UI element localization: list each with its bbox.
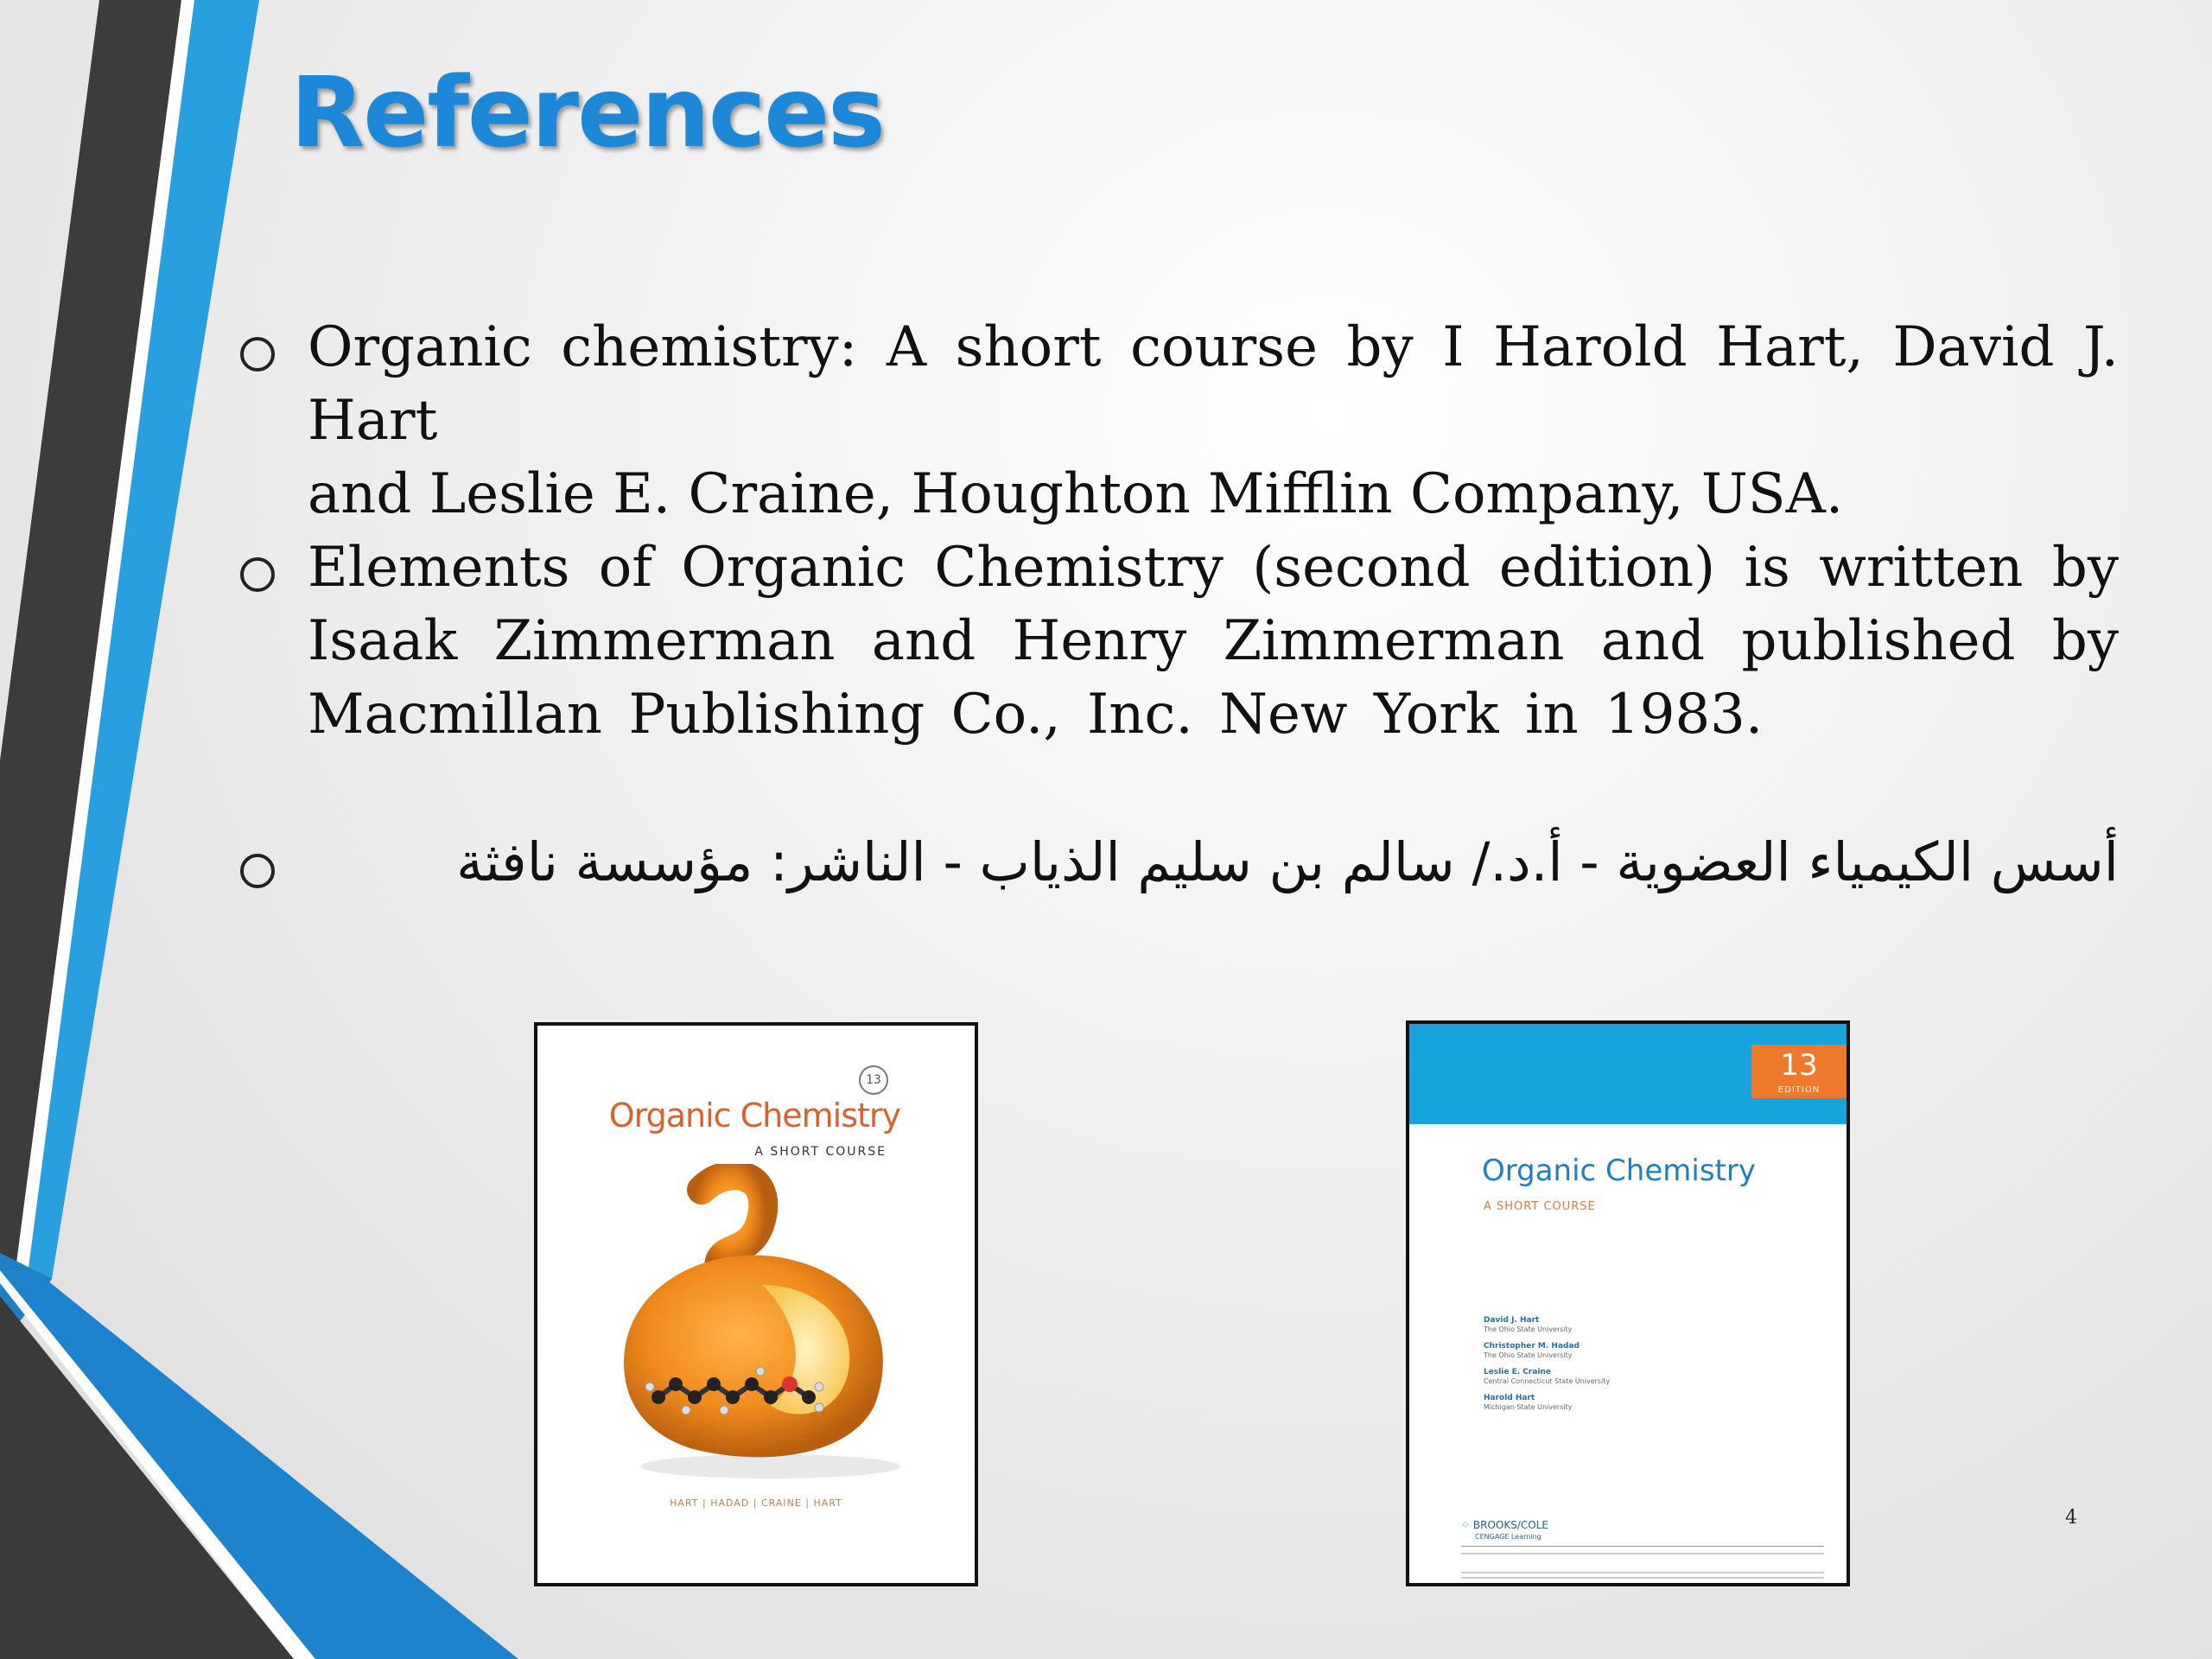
reference-item-2 xyxy=(308,531,2119,752)
publisher-logo xyxy=(1461,1520,1548,1542)
edition-label: EDITION xyxy=(1777,1085,1821,1095)
author-affiliation: The Ohio State University xyxy=(1484,1325,1573,1333)
slide-number: 4 xyxy=(2065,1507,2077,1529)
author-name: David J. Hart xyxy=(1484,1316,1540,1325)
book-authors: HART | HADAD | CRAINE | HART xyxy=(670,1497,842,1509)
book-cover-image-2 xyxy=(1406,1020,1850,1586)
publisher-name: BROOKS/COLE xyxy=(1472,1519,1548,1531)
author-entry xyxy=(1484,1342,1580,1360)
book-cover-image-1 xyxy=(534,1022,978,1586)
publisher-imprint: CENGAGE Learning xyxy=(1475,1533,1541,1541)
reference-line: Elements of Organic Chemistry (second edition) is written by xyxy=(308,536,2119,600)
reference-line: Organic chemistry: A short course by I Harold Hart, David J. Hart xyxy=(308,315,2119,453)
slide-title: References xyxy=(290,57,884,169)
book-subtitle: A SHORT COURSE xyxy=(1484,1200,1596,1213)
author-affiliation: Michigan State University xyxy=(1484,1403,1573,1411)
edition-number: 13 xyxy=(1780,1048,1818,1083)
reference-item-3: أسس الكيمياء العضوية - أ.د./ سالم بن سليم الذياب - الناشر: مؤسسة نافثة xyxy=(456,830,2119,893)
edition-badge: 13 xyxy=(859,1065,888,1095)
author-affiliation: Central Connecticut State University xyxy=(1484,1377,1611,1385)
author-name: Harold Hart xyxy=(1484,1394,1535,1402)
reference-line: and Leslie E. Craine, Houghton Mifflin Company, USA. xyxy=(308,462,1844,526)
reference-line: Isaak Zimmerman and Henry Zimmerman and published by xyxy=(308,609,2119,673)
cover-divider xyxy=(1461,1546,1824,1547)
bullet-icon xyxy=(240,557,275,592)
cover-fine-print xyxy=(1461,1572,1824,1573)
book-subtitle: A SHORT COURSE xyxy=(754,1145,887,1159)
reference-item-1 xyxy=(308,311,2119,531)
author-name: Christopher M. Hadad xyxy=(1484,1342,1580,1351)
edition-badge xyxy=(1751,1045,1847,1098)
cover-fine-print xyxy=(1461,1553,1824,1554)
bullet-icon xyxy=(240,337,275,372)
bullet-icon xyxy=(240,854,275,888)
author-entry xyxy=(1484,1368,1610,1386)
author-affiliation: The Ohio State University xyxy=(1484,1351,1573,1359)
book-title: Organic Chemistry xyxy=(1482,1154,1756,1188)
author-entry xyxy=(1484,1394,1572,1412)
book-title: Organic Chemistry xyxy=(608,1096,900,1135)
reference-line: Macmillan Publishing Co., Inc. New York in 1983. xyxy=(308,683,1764,747)
author-entry xyxy=(1484,1316,1573,1334)
publisher-dots-icon: ⁘ xyxy=(1461,1519,1471,1531)
orange-peel-illustration xyxy=(589,1164,952,1484)
author-name: Leslie E. Craine xyxy=(1484,1368,1552,1376)
cover-fine-print xyxy=(1461,1577,1824,1579)
